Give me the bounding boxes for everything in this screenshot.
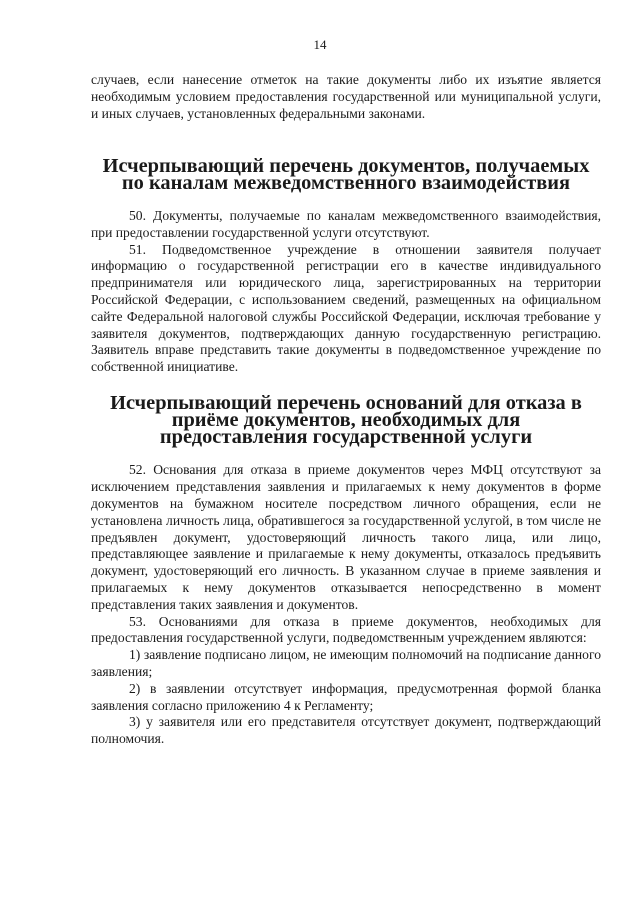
paragraph-52: 52. Основания для отказа в приеме документов через МФЦ отсутствуют за исключением представления заявления и прилагаемых к нему документов в форме документов на бумажном носителе посредством личного обращения, если не установлена личность лица, обратившегося за государственной услугой, в том числе не предъявлен документ, удостоверяющий личность такого лица, или лицо, представляющее заявление и прилагаемые к нему документы, отказалось предъявить документ, удостоверяющий его личность. В указанном случае в приеме заявления и прилагаемых к нему документов отказывается непосредственно в момент представления таких заявления и документов. xyxy=(91,462,601,612)
list-item-1: 1) заявление подписано лицом, не имеющим полномочий на подписание данного заявления; xyxy=(91,647,601,679)
section2-heading: Исчерпывающий перечень оснований для отказа в приёме документов, необходимых для предоставления государственной услуги xyxy=(110,391,582,448)
intro-paragraph: случаев, если нанесение отметок на такие документы либо их изъятие является необходимым условием предоставления государственной или муниципальной услуги, и иных случаев, установленных федеральными законами. xyxy=(91,72,601,121)
page-content xyxy=(91,72,601,748)
paragraph-51: 51. Подведомственное учреждение в отношении заявителя получает информацию о государственной регистрации его в качестве индивидуального предпринимателя или юридического лица, зарегистрированных на территории Российской Федерации, с использованием сведений, размещенных на официальном сайте Федеральной налоговой службы Российской Федерации, исключая требование у заявителя документов, подтверждающих данную государственную регистрацию. Заявитель вправе представить такие документы в подведомственное учреждение по собственной инициативе. xyxy=(91,241,601,375)
list-item-3: 3) у заявителя или его представителя отсутствует документ, подтверждающий полномочия. xyxy=(91,714,601,747)
paragraph-50: 50. Документы, получаемые по каналам межведомственного взаимодействия, при предоставлении государственной услуги отсутствуют. xyxy=(91,207,601,240)
list-item-2: 2) в заявлении отсутствует информация, предусмотренная формой бланка заявления согласно приложению 4 к Регламенту; xyxy=(91,680,601,713)
section1-heading: Исчерпывающий перечень документов, получаемых по каналам межведомственного взаимодействия xyxy=(102,155,590,195)
page-number: 14 xyxy=(313,37,327,52)
paragraph-53: 53. Основаниями для отказа в приеме документов, необходимых для предоставления государственной услуги, подведомственным учреждением являются: xyxy=(91,613,601,646)
